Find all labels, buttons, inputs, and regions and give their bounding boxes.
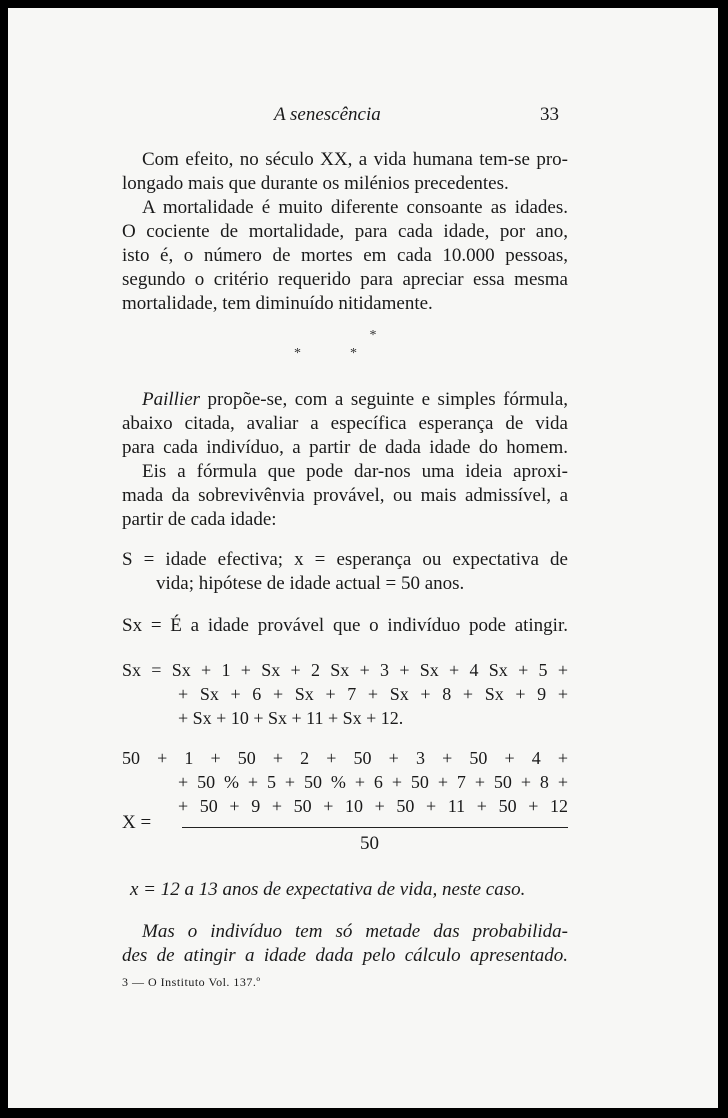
paragraph-line: Com efeito, no século XX, a vida humana tem-se pro-	[142, 149, 568, 170]
formula-line: 50 + 1 + 50 + 2 + 50 + 3 + 50 + 4 +	[122, 748, 568, 768]
paragraph-1	[122, 148, 568, 196]
result-line	[122, 878, 568, 902]
page-footer: 3 — O Instituto Vol. 137.º	[122, 975, 261, 989]
paragraph-line: partir de cada idade:	[122, 509, 277, 530]
paragraph-line: para cada indivíduo, a partir de dada idade do homem.	[122, 437, 568, 458]
separator-star: *	[350, 346, 357, 361]
paragraph-line	[122, 388, 568, 412]
conclusion	[122, 920, 568, 968]
paragraph-3	[122, 388, 568, 460]
formula-x-label: X =	[122, 812, 152, 833]
paragraph-line: longado mais que durante os milénios precedentes.	[122, 173, 509, 194]
definition-sx	[122, 614, 568, 638]
document-page	[8, 8, 718, 1108]
paragraph-line: isto é, o número de mortes em cada 10.000 pessoas,	[122, 245, 568, 266]
result-text: x = 12 a 13 anos de expectativa de vida, neste caso.	[130, 879, 526, 900]
paragraph-line: segundo o critério requerido para apreciar essa mesma	[122, 269, 568, 290]
author-name: Paillier	[142, 389, 201, 410]
formula-x-denominator: 50	[360, 833, 379, 854]
formula-x-numerator	[122, 746, 568, 818]
definition-line: Sx = É a idade provável que o indivíduo pode atingir.	[122, 615, 568, 636]
page-header	[8, 104, 718, 134]
definition-line: S = idade efectiva; x = esperança ou expectativa de	[122, 549, 568, 570]
paragraph-line-rest: propõe-se, com a seguinte e simples fórmula,	[200, 389, 568, 410]
formula-line: + Sx + 10 + Sx + 11 + Sx + 12.	[178, 708, 404, 728]
conclusion-line: Mas o indivíduo tem só metade das probabilida-	[142, 921, 568, 942]
conclusion-line: des de atingir a idade dada pelo cálculo apresentado.	[122, 945, 568, 966]
paragraph-line: O cociente de mortalidade, para cada idade, por ano,	[122, 221, 568, 242]
separator-star: *	[369, 328, 377, 343]
formula-line: + Sx + 6 + Sx + 7 + Sx + 8 + Sx + 9 +	[178, 684, 568, 704]
formula-line: + 50 + 9 + 50 + 10 + 50 + 11 + 50 + 12	[178, 796, 568, 816]
paragraph-4	[122, 460, 568, 532]
paragraph-line: mortalidade, tem diminuído nitidamente.	[122, 293, 433, 314]
separator-star: *	[294, 346, 301, 361]
fraction-bar	[182, 827, 568, 828]
paragraph-line: Eis a fórmula que pode dar-nos uma ideia aproxi-	[142, 461, 568, 482]
definition-s	[122, 548, 568, 596]
paragraph-2	[122, 196, 568, 316]
page-number: 33	[540, 104, 559, 125]
paragraph-line: abaixo citada, avaliar a específica esperança de vida	[122, 413, 568, 434]
formula-line: + 50 % + 5 + 50 % + 6 + 50 + 7 + 50 + 8 +	[178, 772, 568, 792]
paragraph-line: mada da sobrevivênvia provável, ou mais admissível, a	[122, 485, 568, 506]
formula-sx	[122, 658, 568, 730]
formula-line: Sx = Sx + 1 + Sx + 2 Sx + 3 + Sx + 4 Sx + 5 +	[122, 660, 568, 680]
running-title: A senescência	[274, 104, 381, 125]
definition-line: vida; hipótese de idade actual = 50 anos.	[156, 573, 465, 594]
paragraph-line: A mortalidade é muito diferente consoante as idades.	[142, 197, 568, 218]
